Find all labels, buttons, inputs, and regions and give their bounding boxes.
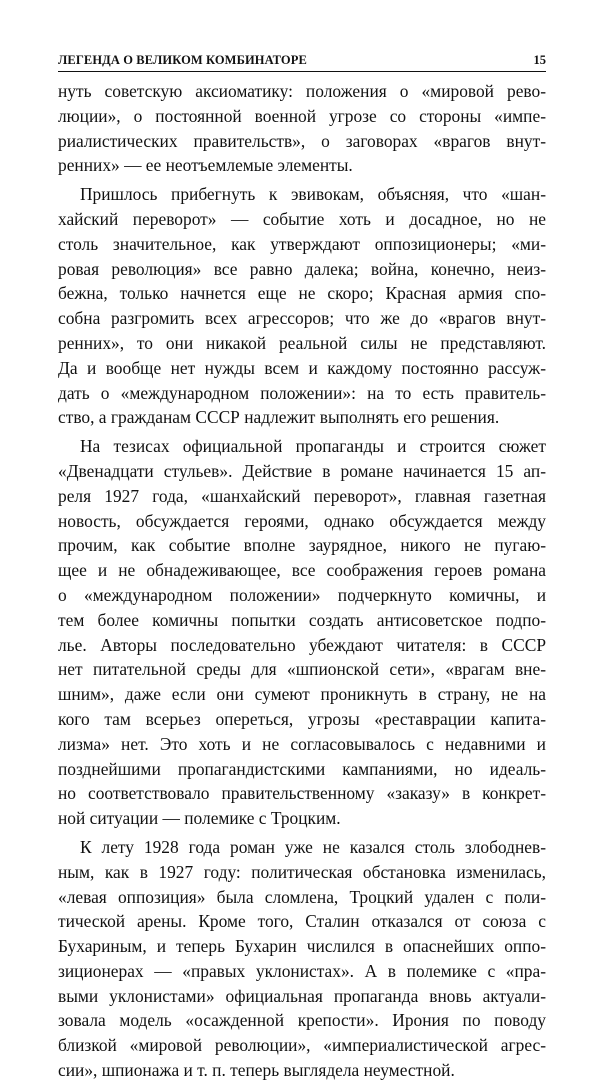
- text-line: зовала модель «осажденной крепости». Ирония по поводу: [58, 1010, 546, 1031]
- text-line: «левая оппозиция» была сломлена, Троцкий удален с поли-: [58, 886, 546, 907]
- running-head: [58, 0, 546, 72]
- text-line: Да и вообще нет нужды всем и каждому постоянно рассуж-: [58, 357, 546, 378]
- text-line: прочим, как событие вполне заурядное, никого не пугаю-: [58, 535, 546, 556]
- text-line: ровая революция» все равно далека; война, конечно, неиз-: [58, 258, 546, 279]
- text-line: ство, а гражданам СССР надлежит выполнять его решения.: [58, 407, 500, 428]
- body-text: [58, 79, 546, 1083]
- text-line: лизма» нет. Это хоть и не согласовывалось с недавними и: [58, 733, 546, 754]
- header-rule: [58, 71, 546, 72]
- text-line: ной ситуации — полемике с Троцким.: [58, 808, 341, 829]
- text-line: хайский переворот» — событие хоть и досадное, но не: [58, 208, 546, 229]
- text-line: тем более комичны попытки создать антисоветское подпо-: [58, 609, 546, 630]
- text-line: нет питательной среды для «шпионской сети», «врагам вне-: [58, 659, 546, 680]
- text-line: дать о «международном положении»: на то есть правитель-: [58, 382, 546, 403]
- paragraph-2: [58, 182, 546, 430]
- book-page: [58, 0, 546, 1083]
- text-line: сии», шпионажа и т. п. теперь выглядела неуместной.: [58, 1060, 455, 1081]
- paragraph-4: [58, 835, 546, 1083]
- text-line: лье. Авторы последовательно убеждают читателя: в СССР: [58, 634, 546, 655]
- running-title: ЛЕГЕНДА О ВЕЛИКОМ КОМБИНАТОРЕ: [58, 53, 307, 67]
- text-line: реля 1927 года, «шанхайский переворот», главная газетная: [58, 485, 546, 506]
- text-line: бежна, только начнется еще не скоро; Красная армия спо-: [58, 283, 546, 304]
- text-line: выми уклонистами» официальная пропаганда вновь актуали-: [58, 985, 546, 1006]
- text-line: Бухариным, и теперь Бухарин числился в опаснейших оппо-: [58, 936, 546, 957]
- text-line: кого там всерьез опереться, угрозы «реставрации капита-: [58, 708, 546, 729]
- text-line: но соответствовало правительственному «заказу» в конкрет-: [58, 783, 546, 804]
- paragraph-1: [58, 79, 546, 178]
- text-line: новость, обсуждается героями, однако обсуждается между: [58, 510, 546, 531]
- text-line: нуть советскую аксиоматику: положения о «мировой рево-: [58, 81, 546, 101]
- text-line: зиционерах — «правых уклонистах». А в полемике с «пра-: [58, 960, 546, 981]
- text-line: На тезисах официальной пропаганды и строится сюжет: [80, 436, 546, 457]
- text-line: риалистических правительств», о заговорах «врагов внут-: [58, 130, 546, 151]
- text-line: ренних», то они никакой реальной силы не представляют.: [58, 332, 546, 353]
- text-line: «Двенадцати стульев». Действие в романе начинается 15 ап-: [58, 460, 546, 481]
- text-line: Пришлось прибегнуть к эвивокам, объясняя, что «шан-: [80, 184, 546, 205]
- text-line: К лету 1928 года роман уже не казался столь злободнев-: [80, 836, 546, 857]
- text-line: люции», о постоянной военной угрозе со стороны «импе-: [58, 105, 546, 126]
- text-line: собна разгромить всех агрессоров; что же до «врагов внут-: [58, 308, 546, 329]
- paragraph-3: [58, 434, 546, 831]
- text-line: позднейшими пропагандистскими кампаниями, но идеаль-: [58, 758, 546, 779]
- text-line: о «международном положении» подчеркнуто комичны, и: [58, 584, 546, 605]
- text-line: столь значительное, как утверждают оппозиционеры; «ми-: [58, 233, 546, 254]
- text-line: близкой «мировой революции», «империалистической агрес-: [58, 1035, 546, 1056]
- text-line: шним», даже если они сумеют проникнуть в страну, не на: [58, 684, 546, 705]
- text-line: ренних» — ее неотъемлемые элементы.: [58, 155, 353, 176]
- text-line: ным, как в 1927 году: политическая обстановка изменилась,: [58, 861, 546, 882]
- text-line: тической арены. Кроме того, Сталин отказался от союза с: [58, 911, 546, 932]
- page-number: 15: [533, 53, 546, 67]
- text-line: щее и не обнадеживающее, все соображения героев романа: [58, 560, 546, 581]
